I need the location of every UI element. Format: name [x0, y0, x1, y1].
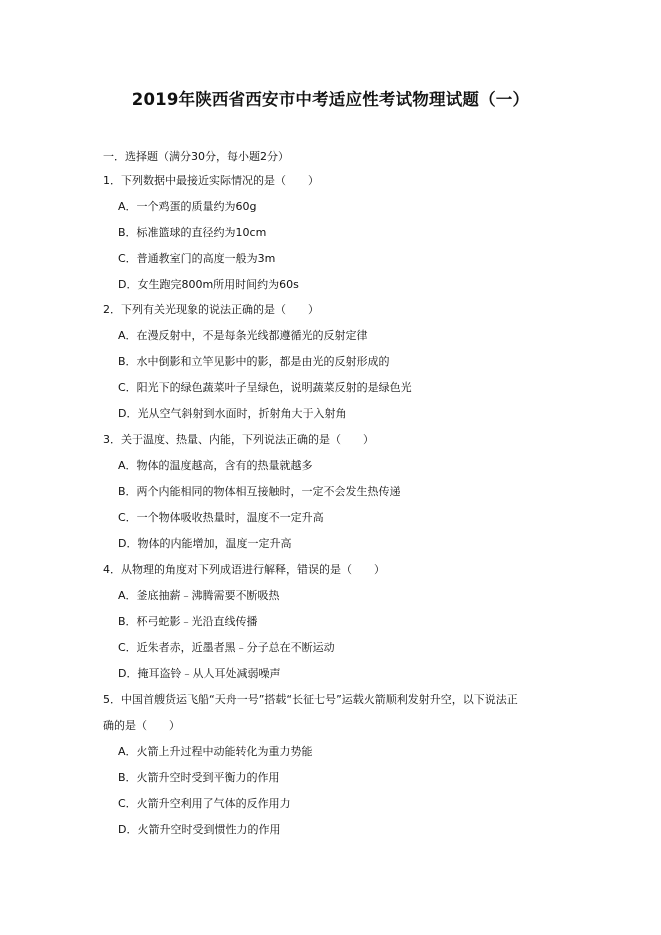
question-5-option-b: B．火箭升空时受到平衡力的作用	[118, 771, 280, 784]
question-3-option-b: B．两个内能相同的物体相互接触时，一定不会发生热传递	[118, 485, 401, 498]
question-3-option-d: D．物体的内能增加，温度一定升高	[118, 537, 292, 550]
question-4-stem: 4．从物理的角度对下列成语进行解释，错误的是（ ）	[103, 563, 385, 576]
question-2-stem: 2．下列有关光现象的说法正确的是（ ）	[103, 303, 319, 316]
question-2-option-d: D．光从空气斜射到水面时，折射角大于入射角	[118, 407, 347, 420]
question-3-option-c: C．一个物体吸收热量时，温度不一定升高	[118, 511, 324, 524]
question-5-option-a: A．火箭上升过程中动能转化为重力势能	[118, 745, 313, 758]
document-title: 2019年陕西省西安市中考适应性考试物理试题（一）	[131, 90, 530, 109]
question-4-option-b: B．杯弓蛇影﹣光沿直线传播	[118, 615, 258, 628]
question-2-option-a: A．在漫反射中，不是每条光线都遵循光的反射定律	[118, 329, 368, 342]
question-4-option-d: D．掩耳盗铃﹣从人耳处减弱噪声	[118, 667, 281, 680]
question-2-option-b: B．水中倒影和立竿见影中的影，都是由光的反射形成的	[118, 355, 390, 368]
question-1-option-c: C．普通教室门的高度一般为3m	[118, 252, 276, 265]
question-1-option-b: B．标准篮球的直径约为10cm	[118, 226, 267, 239]
question-3-option-a: A．物体的温度越高，含有的热量就越多	[118, 459, 313, 472]
question-1-stem: 1．下列数据中最接近实际情况的是（ ）	[103, 174, 319, 187]
section-heading: 一．选择题（满分30分，每小题2分）	[103, 150, 289, 163]
question-5-stem-continued: 确的是（ ）	[103, 719, 180, 732]
question-1-option-d: D．女生跑完800m所用时间约为60s	[118, 278, 299, 291]
question-5-option-c: C．火箭升空利用了气体的反作用力	[118, 797, 291, 810]
question-3-stem: 3．关于温度、热量、内能，下列说法正确的是（ ）	[103, 433, 374, 446]
question-5-option-d: D．火箭升空时受到惯性力的作用	[118, 823, 281, 836]
question-5-stem: 5．中国首艘货运飞船“天舟一号”搭载“长征七号”运载火箭顺利发射升空，以下说法正	[103, 693, 518, 706]
question-2-option-c: C．阳光下的绿色蔬菜叶子呈绿色，说明蔬菜反射的是绿色光	[118, 381, 412, 394]
question-1-option-a: A．一个鸡蛋的质量约为60g	[118, 200, 257, 213]
question-4-option-a: A．釜底抽薪﹣沸腾需要不断吸热	[118, 589, 280, 602]
question-4-option-c: C．近朱者赤，近墨者黑﹣分子总在不断运动	[118, 641, 335, 654]
